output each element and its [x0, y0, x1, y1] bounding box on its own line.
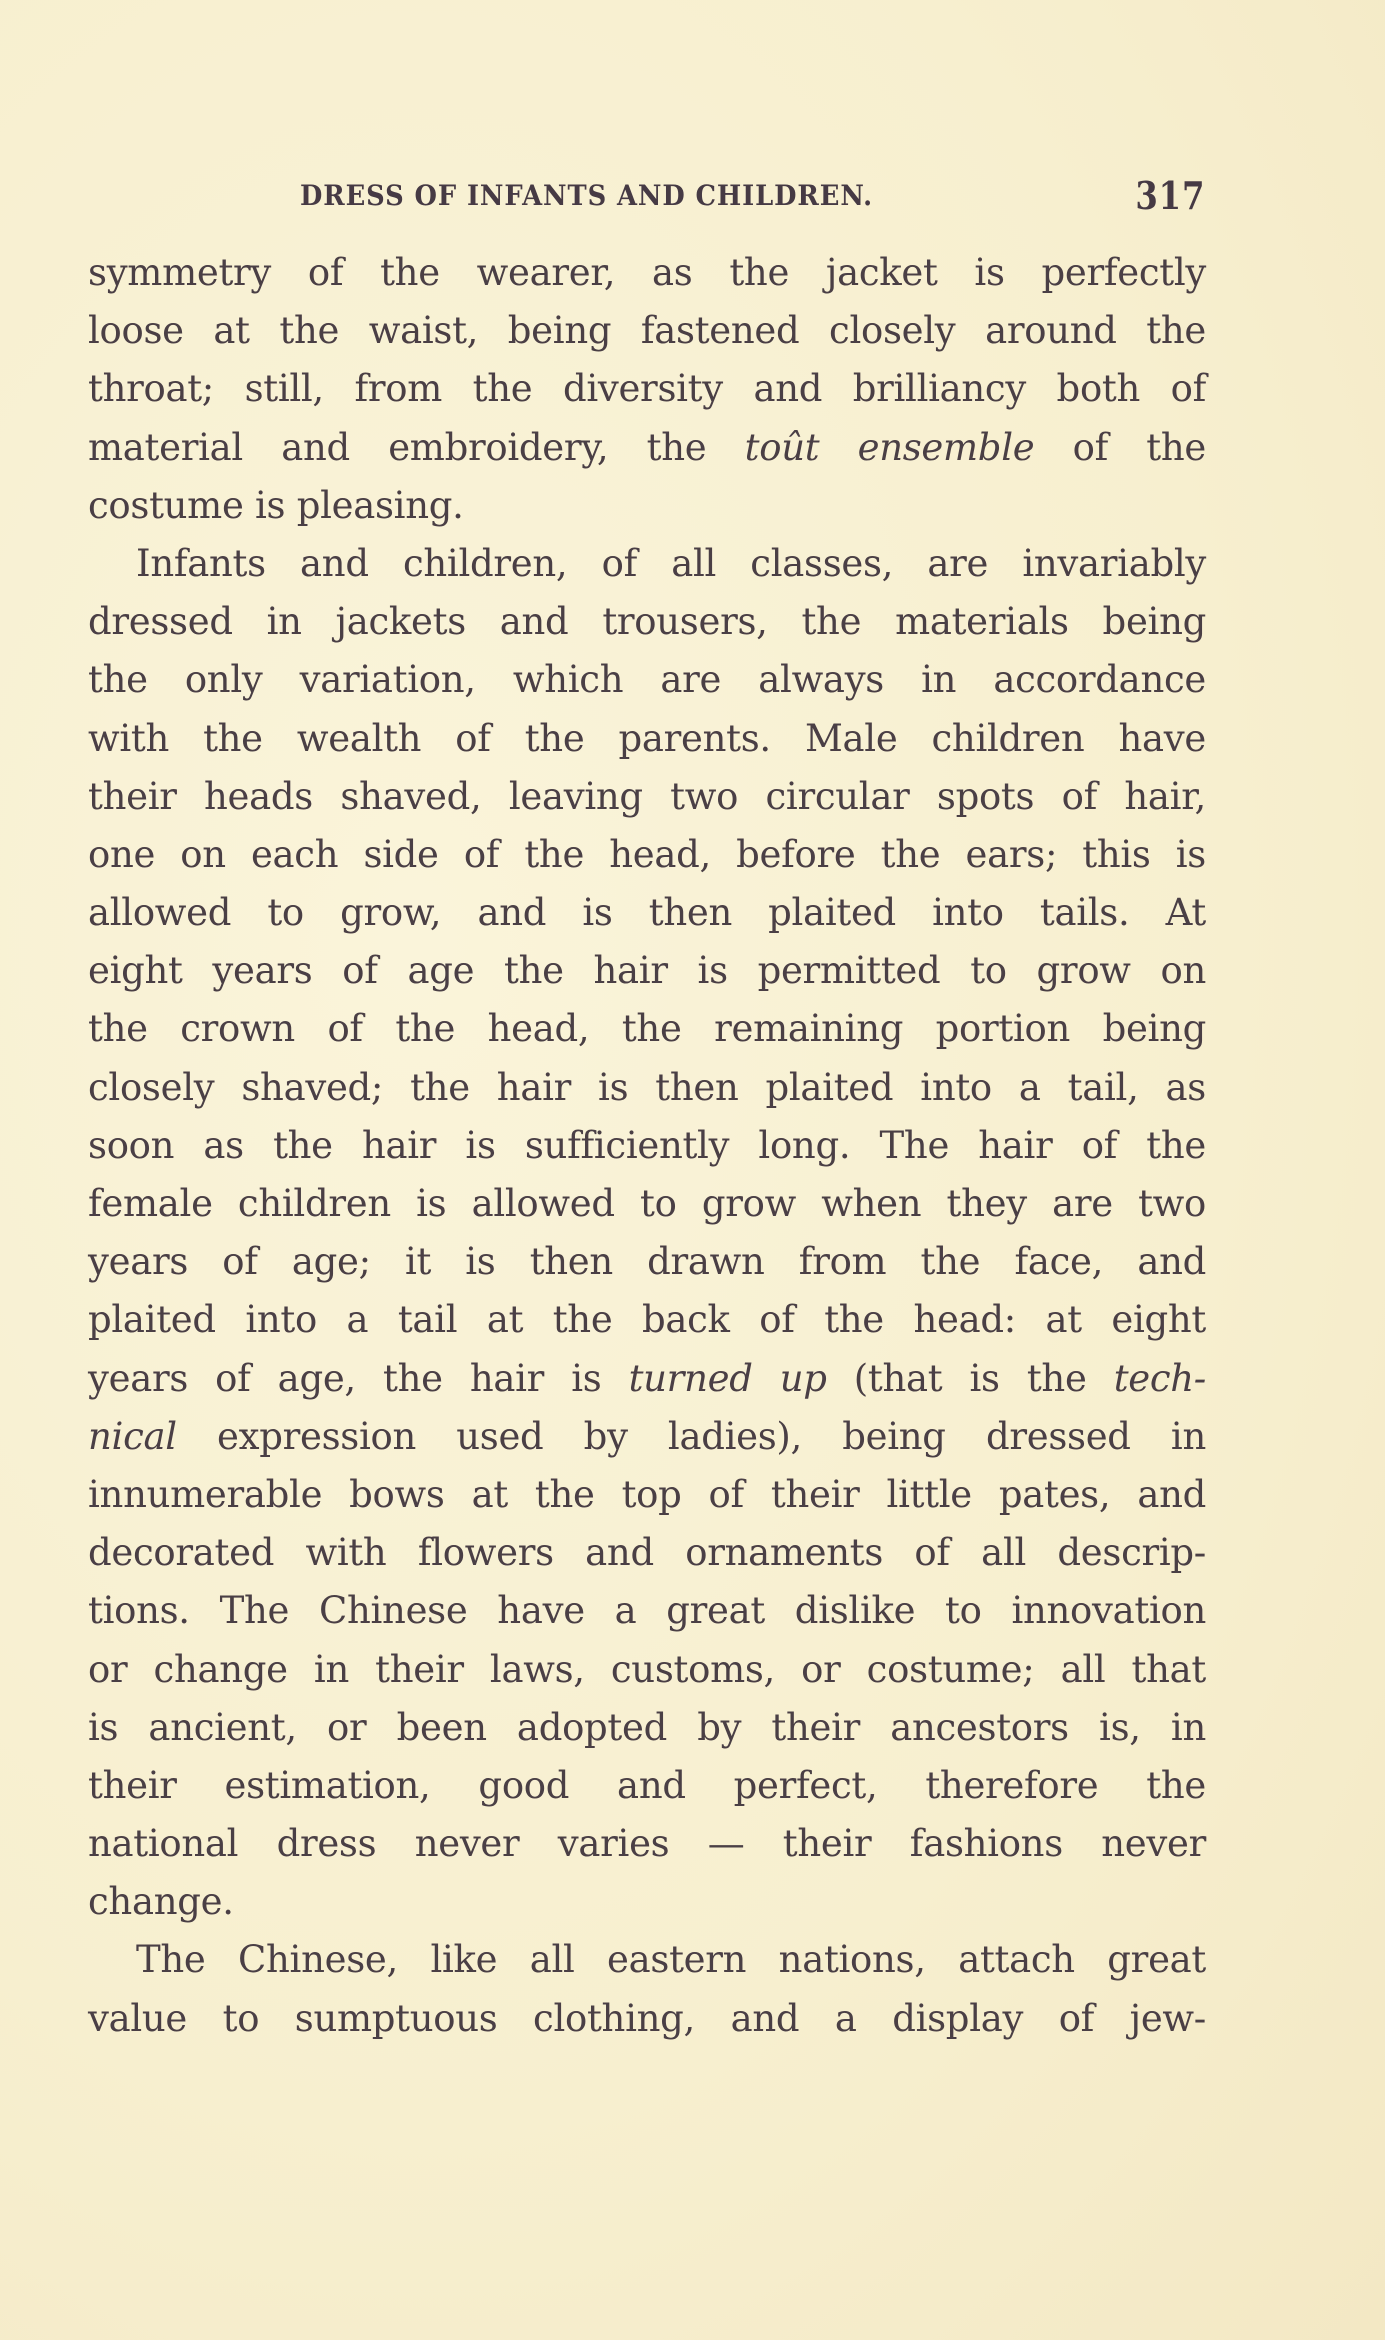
text-line	[88, 1641, 1206, 1699]
text-segment: innumerable bows at the top of their little pates, and	[88, 1472, 1206, 1516]
text-line	[88, 710, 1206, 768]
italic-text: turned up	[628, 1356, 827, 1400]
text-line	[88, 593, 1206, 651]
text-line	[88, 419, 1206, 477]
body-text	[88, 244, 1206, 2048]
text-segment: their estimation, good and perfect, therefore the	[88, 1763, 1206, 1807]
text-segment: years of age; it is then drawn from the face, and	[88, 1240, 1206, 1284]
text-segment: plaited into a tail at the back of the head: at eight	[88, 1298, 1206, 1342]
text-line	[88, 1699, 1206, 1757]
text-line	[88, 768, 1206, 826]
text-segment: decorated with flowers and ornaments of all descrip-	[88, 1531, 1206, 1575]
running-head	[300, 170, 1205, 220]
text-segment: (that is the	[826, 1356, 1114, 1400]
text-line	[88, 1117, 1206, 1175]
text-segment: soon as the hair is sufficiently long. The hair of the	[88, 1123, 1206, 1167]
text-segment: value to sumptuous clothing, and a display of jew-	[88, 1996, 1206, 2040]
text-segment: change.	[88, 1880, 234, 1924]
text-segment: Infants and children, of all classes, are invariably	[136, 541, 1206, 585]
text-line	[88, 244, 1206, 302]
text-line	[88, 1000, 1206, 1058]
text-line	[88, 1175, 1206, 1233]
text-segment: national dress never varies — their fashions never	[88, 1822, 1206, 1866]
text-segment: eight years of age the hair is permitted to grow on	[88, 949, 1206, 993]
text-segment: or change in their laws, customs, or costume; all that	[88, 1647, 1206, 1691]
page-number: 317	[1135, 172, 1205, 218]
text-line	[88, 1233, 1206, 1291]
text-segment: years of age, the hair is	[88, 1356, 629, 1400]
text-line	[88, 360, 1206, 418]
text-segment: costume is pleasing.	[88, 483, 464, 527]
text-line	[88, 1524, 1206, 1582]
text-line	[88, 477, 1206, 535]
text-segment: loose at the waist, being fastened closely around the	[88, 309, 1206, 353]
italic-text: nical	[88, 1414, 177, 1458]
text-segment: allowed to grow, and is then plaited into tails. At	[88, 891, 1206, 935]
text-segment: the only variation, which are always in accordance	[88, 658, 1206, 702]
text-segment: with the wealth of the parents. Male children have	[88, 716, 1206, 760]
text-line	[88, 651, 1206, 709]
text-segment: one on each side of the head, before the ears; this is	[88, 832, 1206, 876]
text-segment: material and embroidery, the	[88, 425, 745, 469]
text-line	[88, 884, 1206, 942]
text-segment: female children is allowed to grow when they are two	[88, 1182, 1206, 1225]
italic-text: toût ensemble	[744, 425, 1035, 469]
text-line	[88, 1059, 1206, 1117]
text-line	[88, 1815, 1206, 1873]
text-line	[88, 302, 1206, 360]
text-line	[88, 1582, 1206, 1640]
text-line	[88, 1466, 1206, 1524]
text-segment: throat; still, from the diversity and brilliancy both of	[88, 367, 1206, 411]
text-segment: dressed in jackets and trousers, the materials being	[88, 600, 1206, 644]
text-line	[88, 826, 1206, 884]
text-segment: expression used by ladies), being dressed in	[176, 1414, 1206, 1458]
text-line	[88, 942, 1206, 1000]
text-segment: their heads shaved, leaving two circular spots of hair,	[88, 774, 1206, 818]
text-line	[88, 1990, 1206, 2048]
text-line	[88, 1408, 1206, 1466]
text-line	[88, 1757, 1206, 1815]
text-segment: closely shaved; the hair is then plaited into a tail, as	[88, 1065, 1206, 1109]
chapter-title: DRESS OF INFANTS AND CHILDREN.	[300, 178, 874, 212]
text-segment: The Chinese, like all eastern nations, attach great	[136, 1938, 1206, 1982]
italic-text: tech-	[1113, 1356, 1207, 1400]
text-line	[88, 1291, 1206, 1349]
text-segment: is ancient, or been adopted by their ancestors is, in	[88, 1705, 1206, 1749]
text-segment: tions. The Chinese have a great dislike to innovation	[88, 1589, 1206, 1633]
text-segment: symmetry of the wearer, as the jacket is perfectly	[88, 251, 1206, 294]
text-segment: the crown of the head, the remaining portion being	[88, 1007, 1206, 1051]
text-line	[88, 1873, 1206, 1931]
text-segment: of the	[1034, 425, 1206, 469]
text-line	[88, 1931, 1206, 1989]
text-line	[88, 1350, 1206, 1408]
text-line	[88, 535, 1206, 593]
